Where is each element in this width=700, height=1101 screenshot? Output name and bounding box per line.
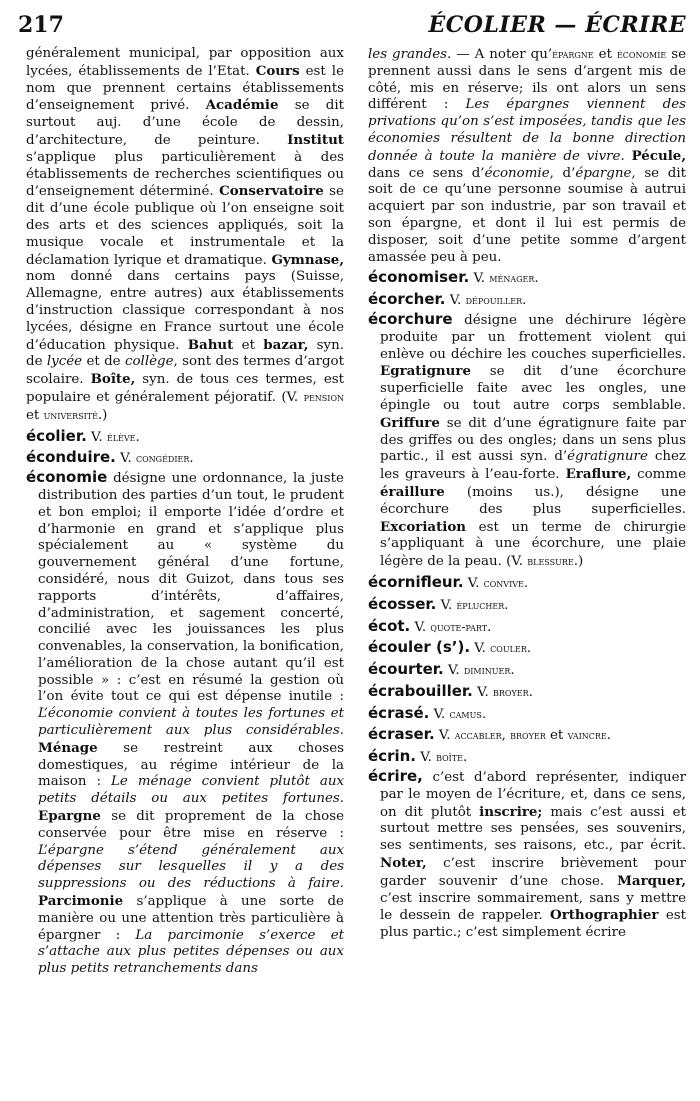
entry-ecrase: [368, 705, 686, 724]
bold-term: Bahut: [187, 336, 234, 353]
text-run: et de: [82, 354, 125, 370]
text-run: .: [504, 597, 509, 613]
text-run: (moins us.), désigne une écorchure des plus superficielles.: [380, 484, 686, 517]
italic-example: économie: [484, 165, 550, 181]
bold-term: éraillure: [380, 483, 445, 500]
bold-term: Epargne: [38, 808, 101, 825]
text-run: , d’: [549, 165, 576, 181]
text-run: dans ce sens d’: [368, 165, 485, 181]
text-run: est plus partic.; c’est simplement écrire: [380, 908, 686, 941]
cross-reference: vaincre: [567, 728, 607, 743]
bold-term: Parcimonie: [38, 893, 124, 910]
text-run: V.: [415, 750, 437, 766]
entry-economiser: [368, 269, 686, 288]
text-run: se restreint aux choses domestiques, au régime intérieur de la maison :: [38, 740, 344, 790]
entry-ecouler: [368, 639, 686, 658]
entry-ecrire: [368, 768, 686, 942]
text-run: .: [534, 271, 539, 287]
text-run: .: [510, 663, 515, 679]
headword: éconduire.: [26, 448, 116, 467]
text-run: c’est inscrire brièvement pour garder souvenir d’une chose.: [380, 856, 686, 889]
text-run: mais c’est aussi et surtout mettre ses pensées, ses souvenirs, ses sentiments, ses raisons, etc., par écrit.: [380, 804, 686, 854]
entry-ecrabouiller: [368, 683, 686, 702]
text-run: , se dit soit de ce qu’une personne soumise à autrui acquiert par son industrie, par son travail et son épargne, et dont il lui est permis de disposer, soit d’une petite somme d’argent amassée peu à peu.: [368, 165, 686, 265]
text-run: nom donné dans certains pays (Suisse, Allemagne, entre autres) aux établissements d’instruction classique correspondant à nos lycées, désigne en France surtout une école d’éducation physique.: [26, 269, 344, 353]
text-run: se dit d’une égratignure faite par des griffes ou des ongles; dans un sens plus partic., il est aussi syn. d’: [380, 415, 686, 465]
text-run: se prennent aussi dans le sens d’argent mis de côté, mis en réserve; ils ont alors un sens différent :: [368, 47, 686, 113]
entry-econduire: [26, 449, 344, 468]
italic-example: Les épargnes viennent des privations qu’on s’est imposées, tandis que les économies résultent de la bonne direction donnée à toute la manière de vivre.: [368, 97, 686, 164]
entry-ecrin: [368, 748, 686, 767]
cross-reference: dépouiller: [465, 293, 523, 308]
text-run: c’est d’abord représenter, indiquer par le moyen de l’écriture, et, dans ce sens, on dit plutôt: [380, 770, 686, 820]
text-run: .: [523, 575, 529, 591]
headword: écrabouiller.: [368, 681, 473, 700]
right-column: [368, 46, 686, 978]
text-run: généralement municipal, par opposition aux lycées, établissements de l’Etat.: [26, 46, 344, 79]
text-run: et: [545, 728, 568, 744]
headword: écornifleur.: [368, 572, 464, 591]
italic-example: L’épargne s’étend généralement aux dépenses sur lesquelles il y a des suppressions ou des réductions à faire.: [38, 842, 344, 892]
cross-reference: épargne: [552, 47, 594, 61]
text-run: syn. de tous ces termes, est populaire et généralement péjoratif. (V.: [26, 372, 344, 405]
two-column-body: [18, 46, 686, 978]
text-run: se dit proprement de la chose conservée pour être mise en réserve :: [38, 809, 344, 841]
text-run: désigne une ordonnance, la juste distribution des parties d’un tout, le prudent et bon emploi; il emporte l’idée d’ordre et d’harmonie en grand et s’applique plus spécialement au « système du gouvernement général d’une fortune, considéré, nous dit Guizot, dans tous ses rapports d’intérêts, d’affaires, d’administration, et sagement concerté, concilié avec les jouissances les plus convenables, la conservation, la bonification, l’amélioration de la chose autant qu’il est possible » : c’est en résumé la gestion où l’on évite tout ce qui est dépense inutile :: [38, 471, 344, 705]
bold-term: Conservatoire: [219, 183, 324, 200]
text-run: .): [573, 554, 584, 570]
bold-term: Gymnase,: [271, 251, 344, 268]
text-run: V.: [472, 684, 493, 700]
headword: économiser.: [368, 268, 470, 287]
text-run: chez les graveurs à l’eau-forte.: [380, 449, 686, 483]
text-run: est un terme de chirurgie s’appliquant à une écorchure, une plaie légère de la peau. (V.: [380, 519, 686, 570]
italic-example: égratignure: [567, 449, 648, 465]
text-run: .: [528, 684, 533, 700]
text-run: V.: [469, 271, 490, 287]
italic-example: Le ménage convient plutôt aux petits détails ou aux petites fortunes.: [38, 774, 344, 807]
headword: écrasé.: [368, 703, 430, 722]
page-number: 217: [18, 12, 64, 38]
text-run: , sont des termes d’argot scolaire.: [26, 354, 344, 388]
text-run: V.: [429, 706, 450, 722]
cross-reference: quote-part: [430, 619, 488, 634]
italic-example: L’économie convient à toutes les fortunes et particulièrement aux plus considérables.: [38, 706, 344, 739]
text-run: syn. de: [26, 337, 344, 370]
cross-reference: économie: [616, 47, 667, 61]
entry-ecorchure: [368, 311, 686, 571]
page-header: [18, 12, 686, 46]
text-run: V.: [434, 728, 455, 744]
cross-reference: broyer: [510, 728, 546, 743]
cross-reference: blessure: [527, 554, 574, 569]
bold-term: Ménage: [38, 739, 98, 756]
text-run: s’applique plus particulièrement à des établissements de recherches scientifiques ou d’enseignement déterminé.: [26, 149, 344, 200]
text-run: — A noter qu’: [451, 47, 553, 62]
headword: écolier.: [26, 426, 87, 445]
text-run: V.: [470, 641, 491, 657]
text-run: V.: [86, 429, 107, 445]
text-run: .: [487, 619, 492, 635]
italic-example: collège: [124, 354, 174, 370]
text-run: désigne une déchirure légère produite par un frottement violent qui enlève ou déchire les couches superficielles.: [380, 312, 686, 362]
headword: écouler (s’).: [368, 638, 471, 657]
text-run: .: [135, 429, 140, 445]
text-run: [625, 149, 632, 164]
entry-ecorcher: [368, 291, 686, 310]
text-run: comme: [631, 467, 686, 483]
headword: écrin.: [368, 747, 416, 766]
text-run: .: [189, 451, 194, 467]
cross-reference: ménager: [489, 271, 535, 286]
text-run: V.: [443, 663, 464, 679]
text-run: est le nom que prennent certains établissements d’enseignement privé.: [26, 63, 344, 114]
italic-example: La parcimonie s’exerce et s’attache aux plus petites dépenses ou aux plus petits retranchements dans: [38, 927, 344, 977]
bold-term: Boîte,: [90, 371, 136, 388]
cross-reference: camus: [449, 706, 482, 721]
text-run: .: [526, 641, 532, 657]
entry-economie: [26, 469, 344, 978]
bold-term: Institut: [287, 131, 344, 148]
cross-reference: université: [43, 407, 98, 422]
italic-example: lycée: [46, 354, 83, 370]
bold-term: Orthographier: [550, 907, 659, 924]
cross-reference: diminuer: [463, 663, 511, 678]
bold-term: inscrire;: [479, 803, 543, 820]
bold-term: Eraflure,: [565, 466, 632, 483]
text-run: ,: [501, 728, 511, 744]
italic-example: les grandes.: [368, 47, 452, 62]
cross-reference: boîte: [436, 750, 464, 765]
text-run: .: [481, 706, 487, 722]
headword: écrire,: [368, 767, 423, 786]
entry-ecraser: [368, 726, 686, 745]
entry-ecot: [368, 618, 686, 637]
text-run: V.: [115, 451, 136, 467]
text-run: et: [593, 47, 617, 62]
entry-ecornifleur: [368, 574, 686, 593]
headword: écourter.: [368, 660, 444, 679]
bold-term: Pécule,: [631, 147, 686, 164]
text-run: se dit d’une écorchure superficielle faite avec les ongles, une épingle ou tout autre corps semblable.: [380, 364, 686, 413]
text-run: V.: [445, 293, 466, 309]
bold-term: bazar,: [263, 336, 309, 353]
bold-term: Académie: [205, 97, 279, 114]
cross-reference: convive: [483, 575, 524, 590]
text-run: et: [233, 337, 264, 353]
cross-reference: pension: [303, 389, 344, 404]
cross-reference: éplucher: [456, 597, 505, 612]
text-run: s’applique à une sorte de manière ou une attention très particulière à épargner :: [38, 894, 344, 943]
paragraph-continued: [26, 46, 344, 425]
bold-term: Griffure: [380, 414, 440, 431]
cross-reference: élève: [106, 429, 136, 444]
text-run: et: [26, 407, 44, 423]
text-run: .: [463, 750, 468, 766]
bold-term: Noter,: [380, 855, 427, 872]
headword: économie: [26, 468, 108, 487]
text-run: .): [97, 407, 108, 423]
bold-term: Marquer,: [617, 872, 686, 889]
text-run: V.: [436, 597, 457, 613]
text-run: .: [606, 728, 611, 744]
italic-example: épargne: [575, 165, 632, 181]
paragraph-continued: [368, 46, 686, 266]
cross-reference: couler: [490, 641, 527, 656]
entry-ecourter: [368, 661, 686, 680]
left-column: [26, 46, 344, 978]
headword: écosser.: [368, 594, 437, 613]
text-run: se dit surtout auj. d’une école de dessin, d’architecture, de peinture.: [26, 98, 344, 148]
entry-ecolier: [26, 428, 344, 447]
headword: écorcher.: [368, 290, 446, 309]
cross-reference: broyer: [492, 684, 529, 699]
text-run: V.: [410, 619, 431, 635]
text-run: .: [522, 293, 527, 309]
text-run: c’est inscrire sommairement, sans y mettre le dessein de rappeler.: [380, 890, 686, 924]
text-run: se dit d’une école publique où l’on enseigne soit des arts et des sciences appliqués, soit la musique vocale et instrumentale et la déclamation lyrique et dramatique.: [26, 184, 344, 268]
bold-term: Cours: [255, 62, 300, 79]
running-head: ÉCOLIER — ÉCRIRE: [428, 12, 686, 38]
entry-ecosser: [368, 596, 686, 615]
bold-term: Egratignure: [380, 363, 471, 380]
cross-reference: accabler: [454, 728, 502, 743]
headword: écraser.: [368, 725, 435, 744]
text-run: V.: [463, 575, 484, 591]
headword: écot.: [368, 616, 411, 635]
bold-term: Excoriation: [380, 518, 467, 535]
cross-reference: congédier: [136, 451, 190, 466]
headword: écorchure: [368, 309, 453, 328]
